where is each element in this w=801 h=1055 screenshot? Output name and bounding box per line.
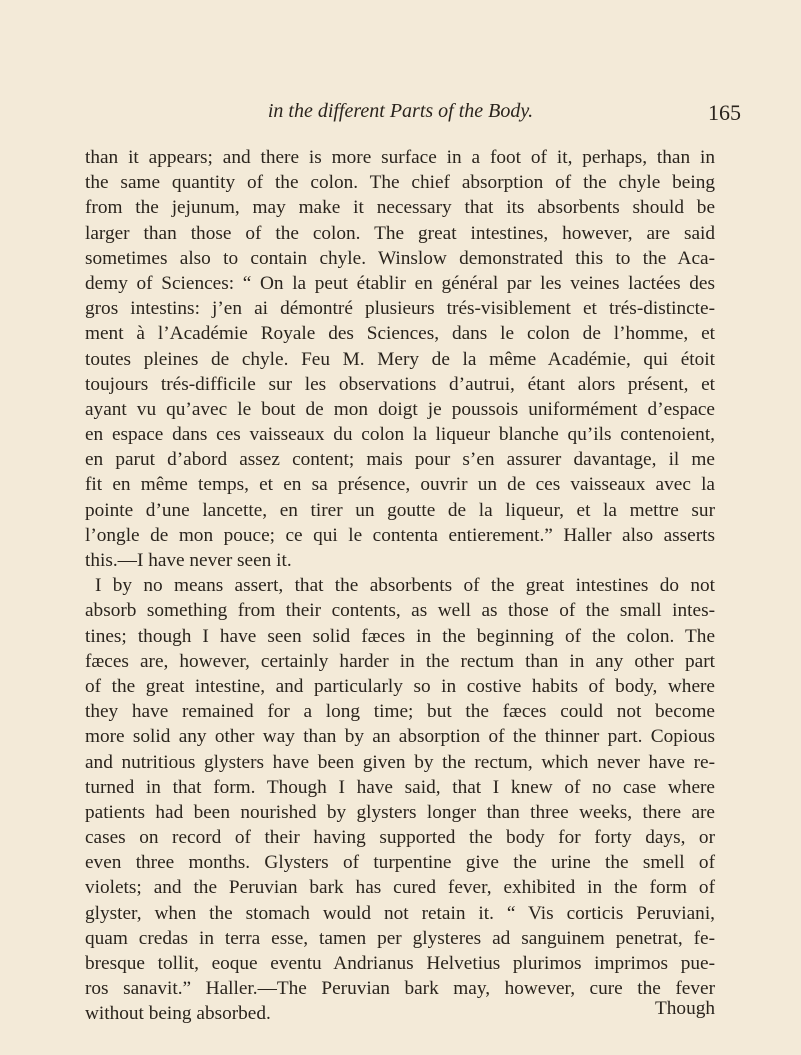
- text-line: this.—I have never seen it.: [85, 550, 292, 571]
- text-line: en parut d’abord assez content; mais pour s’en assurer davantage, il me: [85, 449, 715, 471]
- text-line: even three months. Glysters of turpentine give the urine the smell of: [85, 852, 715, 874]
- text-line: from the jejunum, may make it necessary that its absorbents should be: [85, 197, 715, 219]
- text-line: turned in that form. Though I have said, that I knew of no case where: [85, 776, 715, 798]
- text-line: fit en même temps, et en sa présence, ouvrir un de ces vaisseaux avec la: [85, 474, 715, 496]
- text-line: gros intestins: j’en ai démontré plusieurs trés-visiblement et trés-distincte-: [85, 298, 715, 320]
- running-head: in the different Parts of the Body.: [267, 100, 534, 122]
- body-text: [85, 145, 715, 1027]
- text-line: absorb something from their contents, as well as those of the small intes-: [85, 600, 715, 622]
- text-line: demy of Sciences: “ On la peut établir en général par les veines lactées des: [85, 272, 715, 294]
- text-line: glyster, when the stomach would not retain it. “ Vis corticis Peruviani,: [85, 902, 715, 924]
- text-line: ros sanavit.” Haller.—The Peruvian bark may, however, cure the fever: [85, 978, 715, 1000]
- text-line: more solid any other way than by an absorption of the thinner part. Copious: [85, 726, 715, 748]
- text-line: fæces are, however, certainly harder in the rectum than in any other part: [85, 650, 715, 672]
- text-line: patients had been nourished by glysters longer than three weeks, there are: [85, 801, 715, 823]
- text-line: without being absorbed.: [85, 1003, 271, 1025]
- text-line: larger than those of the colon. The great intestines, however, are said: [85, 222, 715, 244]
- text-line: l’ongle de mon pouce; ce qui le contenta entierement.” Haller also asserts: [85, 524, 715, 546]
- text-line: sometimes also to contain chyle. Winslow demonstrated this to the Aca-: [85, 247, 715, 269]
- text-line: toujours trés-difficile sur les observations d’autrui, étant alors présent, et: [85, 373, 715, 395]
- text-line: en espace dans ces vaisseaux du colon la liqueur blanche qu’ils contenoient,: [85, 424, 715, 446]
- text-line: the same quantity of the colon. The chief absorption of the chyle being: [85, 172, 715, 194]
- text-line: and nutritious glysters have been given by the rectum, which never have re-: [85, 751, 715, 773]
- text-line: ment à l’Académie Royale des Sciences, dans le colon de l’homme, et: [85, 323, 715, 345]
- text-line: quam credas in terra esse, tamen per glysteres ad sanguinem penetrat, fe-: [85, 927, 715, 949]
- catchword: Though: [655, 998, 715, 1019]
- text-line: toutes pleines de chyle. Feu M. Mery de la même Académie, qui étoit: [85, 348, 715, 370]
- text-line: cases on record of their having supported the body for forty days, or: [85, 827, 715, 849]
- page-header: [0, 100, 801, 130]
- page-number: 165: [708, 100, 741, 125]
- text-line: than it appears; and there is more surface in a foot of it, perhaps, than in: [85, 147, 715, 168]
- text-line: ayant vu qu’avec le bout de mon doigt je poussois uniformément d’espace: [85, 398, 715, 420]
- text-line: of the great intestine, and particularly so in costive habits of body, where: [85, 675, 715, 697]
- text-line: pointe d’une lancette, en tirer un goutte de la liqueur, et la mettre sur: [85, 499, 715, 521]
- text-line: violets; and the Peruvian bark has cured fever, exhibited in the form of: [85, 877, 715, 899]
- text-line: I by no means assert, that the absorbents of the great intestines do not: [95, 575, 715, 597]
- text-line: they have remained for a long time; but the fæces could not become: [85, 701, 715, 723]
- text-line: bresque tollit, eoque eventu Andrianus Helvetius plurimos imprimos pue-: [85, 953, 715, 974]
- text-line: tines; though I have seen solid fæces in the beginning of the colon. The: [85, 625, 715, 647]
